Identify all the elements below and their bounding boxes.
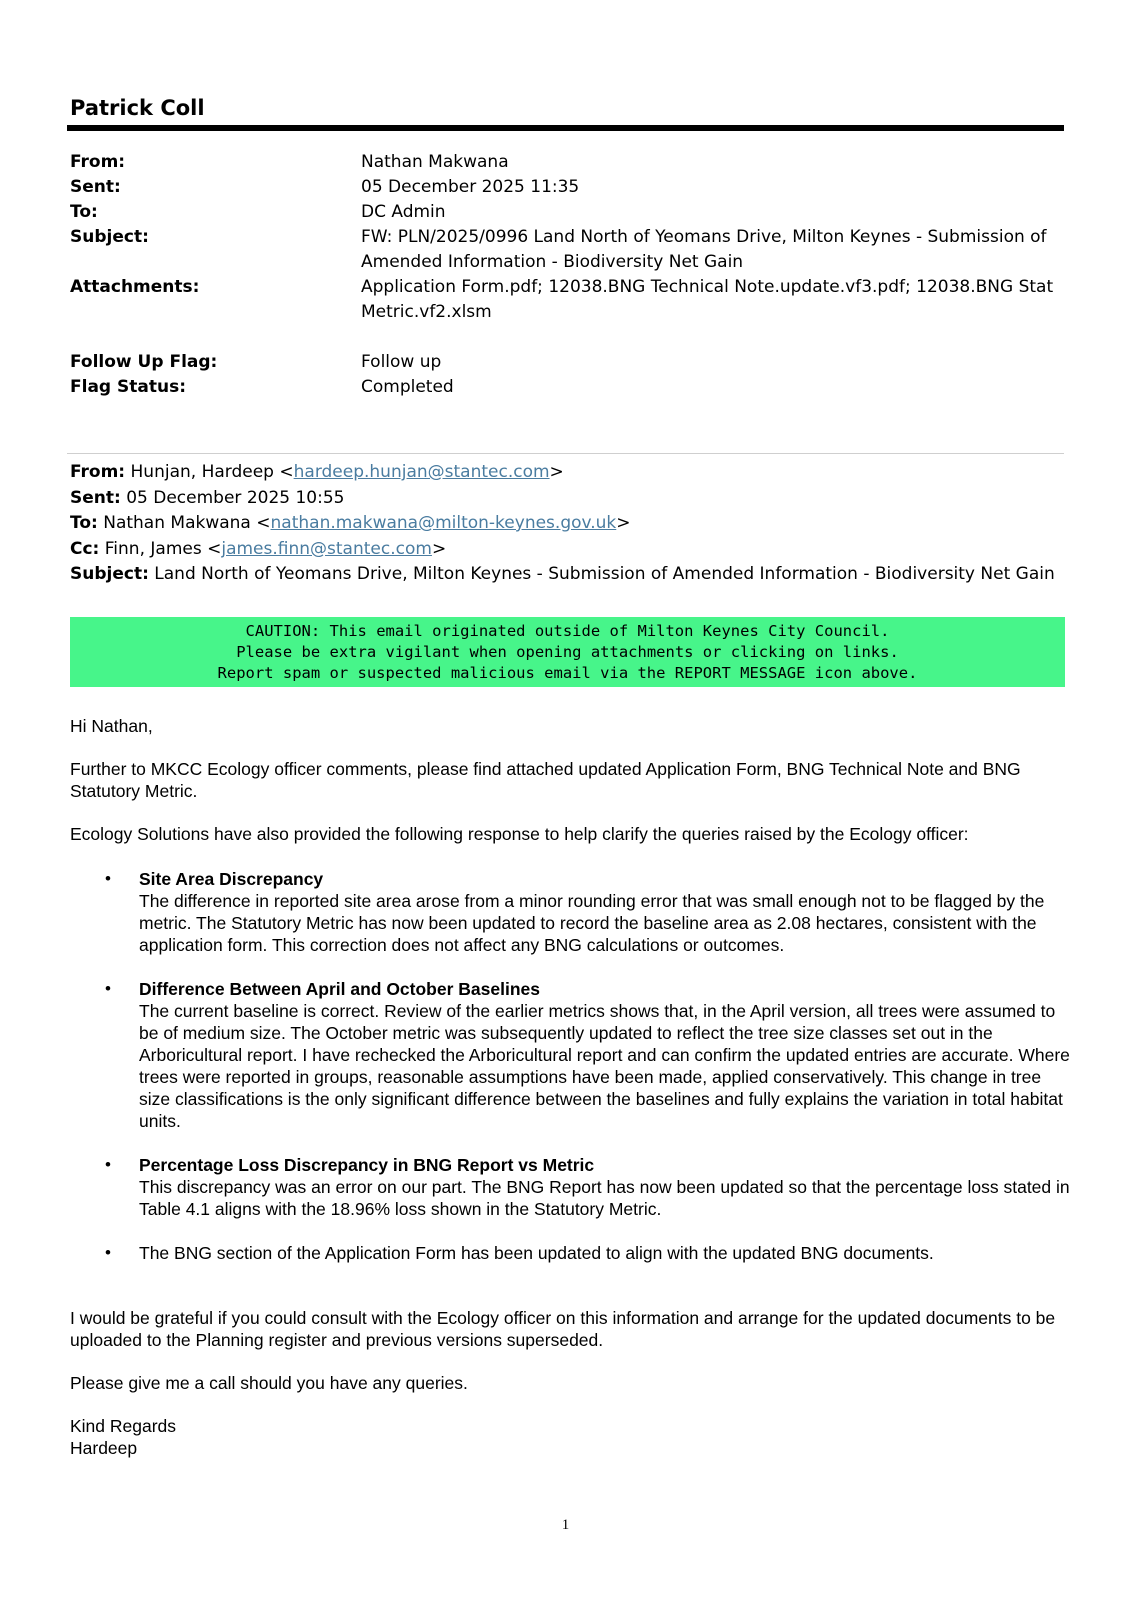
fwd-from-row: From: Hunjan, Hardeep <hardeep.hunjan@stantec.com> [70,462,564,482]
header-from-label: From: [70,152,126,172]
list-item [139,868,1070,956]
list-item-title: • Site Area Discrepancy [139,869,324,889]
header-from-row [70,150,1060,175]
header-subject-label: Subject: [70,227,149,247]
header-sent-value: 05 December 2025 11:35 [361,177,580,197]
header-sent-label: Sent: [70,177,121,197]
fwd-cc-email-link[interactable]: james.finn@stantec.com [221,538,432,559]
fwd-sent-label: Sent: [70,487,121,508]
header-subject-line-2: Amended Information - Biodiversity Net Gain [361,252,744,272]
fwd-from-name: Hunjan, Hardeep [130,462,274,482]
forwarded-header [70,460,1070,588]
header-to-row [70,200,1060,225]
list-item-text: The difference in reported site area arose from a minor rounding error that was small enough not to be flagged by the metric. The Statutory Metric has now been updated to record the baseline area as 2.08 hectares, consistent with the application form. This correction does not affect any BNG calculations or outcomes. [139,891,1045,955]
header-status-label: Flag Status: [70,377,186,397]
caution-line-2: Please be extra vigilant when opening attachments or clicking on links. [236,643,899,661]
signoff-line-2: Hardeep [70,1438,138,1458]
fwd-subject-label: Subject: [70,564,149,584]
list-item-text: This discrepancy was an error on our part. The BNG Report has now been updated so that the percentage loss stated in Table 4.1 aligns with the 18.96% loss shown in the Statutory Metric. [139,1177,1070,1219]
list-item-text: The current baseline is correct. Review of the earlier metrics shows that, in the April version, all trees were assumed to be of medium size. The October metric was subsequently updated to reflect the tree size classes set out in the Arboricultural report. I have rechecked the Arboricultural report and can confirm the updated entries are accurate. Where trees were reported in groups, reasonable assumptions have been made, applied conservatively. This change in tree size classifications is the only significant difference between the baselines and fully explains the variation in total habitat units. [139,1001,1070,1131]
header-from-value: Nathan Makwana [361,152,509,172]
header-subject-value [361,225,1060,275]
list-item-title: • Difference Between April and October Baselines [139,979,540,999]
header-sent-row [70,175,1060,200]
header-flag-label: Follow Up Flag: [70,352,218,372]
body-paragraph-3: I would be grateful if you could consult with the Ecology officer on this information and arrange for the updated documents to be uploaded to the Planning register and previous versions superseded. [70,1308,1056,1350]
body-paragraph-4: Please give me a call should you have any queries. [70,1373,468,1393]
header-rule [67,125,1064,131]
fwd-to-label: To: [70,513,98,533]
fwd-to-email-link[interactable]: nathan.makwana@milton-keynes.gov.uk [270,513,617,533]
fwd-cc-name: Finn, James [104,538,202,559]
email-header-block [70,150,1060,400]
header-attachments-value[interactable] [361,275,1060,325]
header-attachments-line-1: Application Form.pdf; 12038.BNG Technical Note.update.vf3.pdf; 12038.BNG Stat [361,277,1054,297]
fwd-from-label: From: [70,462,126,482]
page-number: 1 [561,1517,570,1533]
fwd-to-name: Nathan Makwana [103,513,251,533]
fwd-sent-value: 05 December 2025 10:55 [126,487,345,508]
fwd-subject-value: Land North of Yeomans Drive, Milton Keynes - Submission of Amended Information - Biodiversity Net Gain [154,564,1055,584]
header-flag-row [70,350,1060,375]
body-paragraph-1: Further to MKCC Ecology officer comments, please find attached updated Application Form, BNG Technical Note and BNG Statutory Metric. [70,759,1021,801]
header-to-value: DC Admin [361,202,446,222]
list-item-title: • Percentage Loss Discrepancy in BNG Report vs Metric [139,1155,595,1175]
header-attachments-row [70,275,1060,325]
header-to-label: To: [70,202,98,222]
header-subject-row [70,225,1060,275]
response-list [70,868,1070,1264]
fwd-sent-row [70,486,1070,512]
signoff-line-1: Kind Regards [70,1416,177,1436]
header-flag-value: Follow up [361,352,442,372]
greeting: Hi Nathan, [70,716,153,736]
fwd-from-email-link[interactable]: hardeep.hunjan@stantec.com [293,462,550,482]
header-status-value: Completed [361,377,454,397]
header-attachments-label: Attachments: [70,277,200,297]
caution-line-1: CAUTION: This email originated outside of Milton Keynes City Council. [245,622,890,640]
header-subject-line-1: FW: PLN/2025/0996 Land North of Yeomans Drive, Milton Keynes - Submission of [361,227,1047,247]
fwd-cc-label: Cc: [70,538,100,559]
fwd-to-row: To: Nathan Makwana <nathan.makwana@milton-keynes.gov.uk> [70,513,631,533]
list-item [139,978,1070,1132]
header-attachments-line-2: Metric.vf2.xlsm [361,302,492,322]
mailbox-owner-name: Patrick Coll [70,96,205,120]
list-item [139,1154,1070,1220]
header-status-row [70,375,1060,400]
body-paragraph-2: Ecology Solutions have also provided the following response to help clarify the queries raised by the Ecology officer: [70,824,969,844]
caution-banner [70,617,1065,687]
fwd-cc-row: Cc: Finn, James <james.finn@stantec.com> [70,538,447,559]
email-body [70,715,1070,1459]
fwd-subject-row [70,562,1070,588]
forward-divider [67,453,1064,454]
list-item [139,1242,1070,1264]
caution-line-3: Report spam or suspected malicious email via the REPORT MESSAGE icon above. [217,664,918,682]
list-item-text: • The BNG section of the Application Form has been updated to align with the updated BNG documents. [139,1243,934,1263]
